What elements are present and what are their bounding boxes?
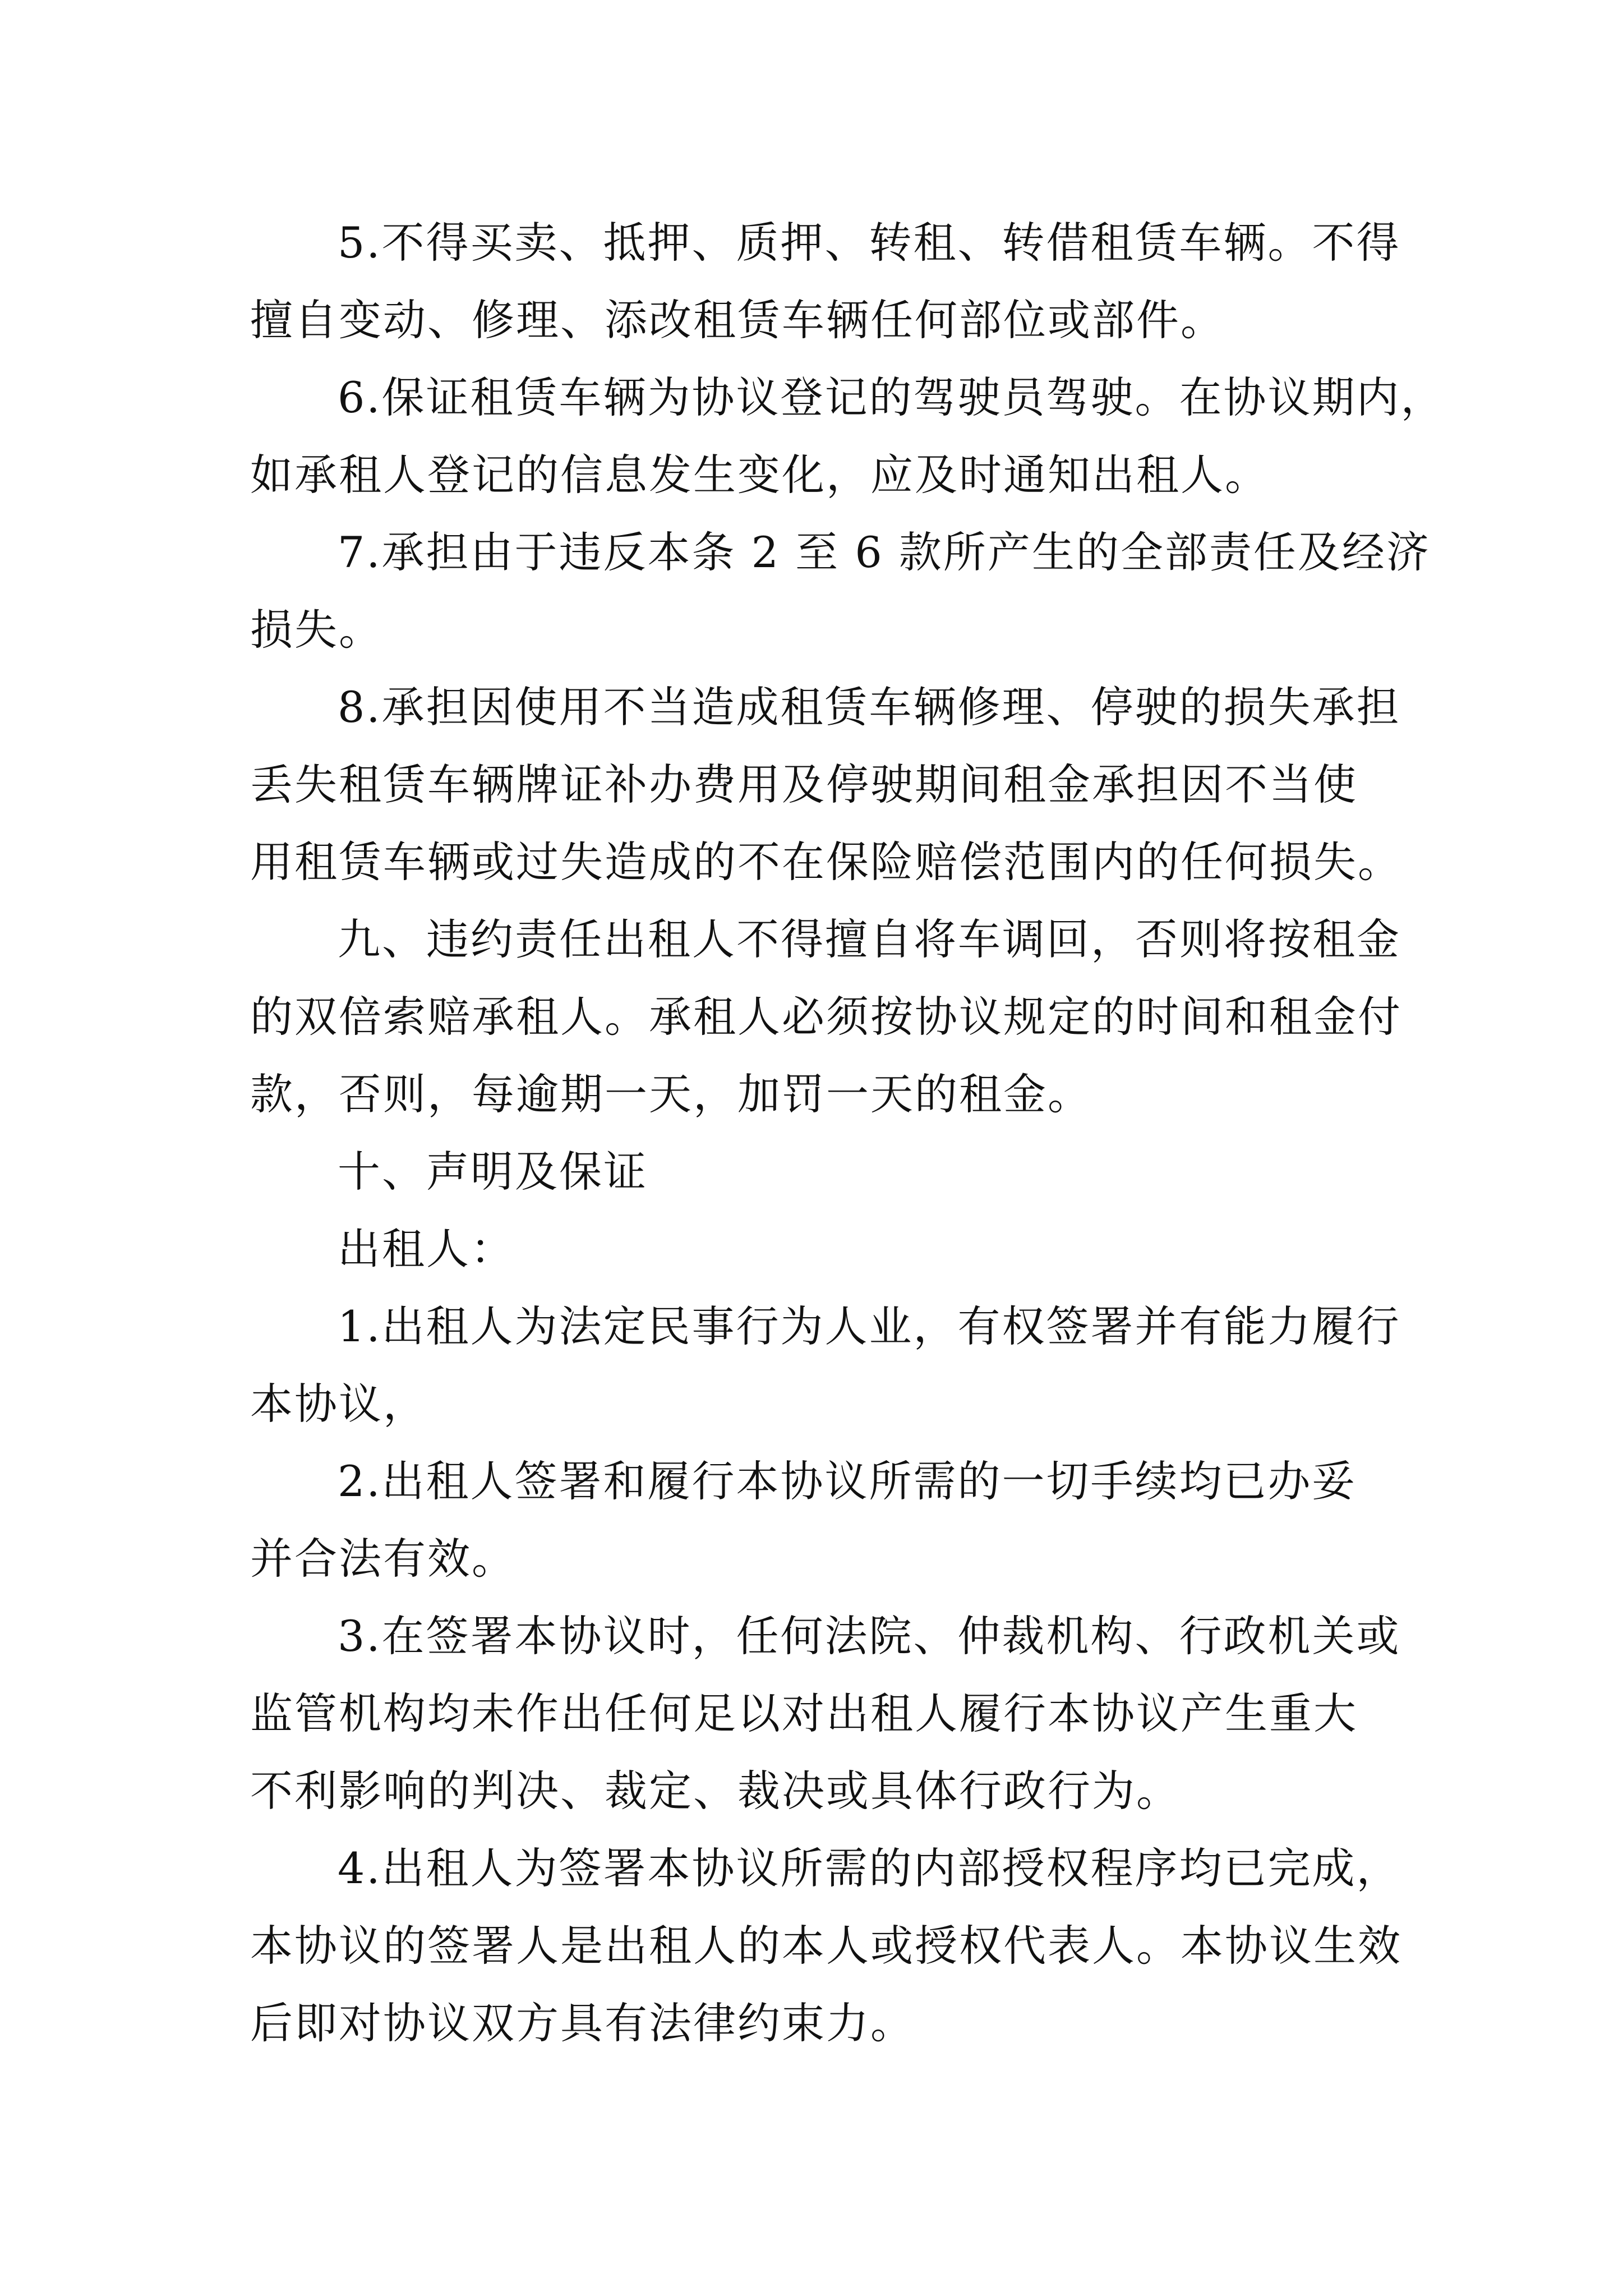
- text-line: 后即对协议双方具有法律约束力。: [250, 1998, 915, 2048]
- paragraph-warranty-3: [250, 1598, 1439, 1830]
- text-line: 并合法有效。: [250, 1534, 516, 1584]
- paragraph-clause-6: [250, 359, 1445, 514]
- text-line: 4.出租人为签署本协议所需的内部授权程序均已完成，: [338, 1843, 1401, 1893]
- text-line: 本协议，: [250, 1379, 427, 1429]
- text-line: 损失。: [250, 605, 383, 655]
- party-label-text: 出租人：: [338, 1224, 515, 1274]
- party-label: [250, 1211, 1439, 1288]
- text-line: 款，否则，每逾期一天，加罚一天的租金。: [250, 1069, 1092, 1119]
- text-line: 2.出租人签署和履行本协议所需的一切手续均已办妥: [338, 1456, 1357, 1506]
- text-line: 丢失租赁车辆牌证补办费用及停驶期间租金承担因不当使: [250, 760, 1358, 809]
- section-heading-10: [250, 1133, 1439, 1211]
- text-line: 6.保证租赁车辆为协议登记的驾驶员驾驶。在协议期内，: [338, 372, 1445, 422]
- paragraph-clause-8: [250, 669, 1439, 901]
- paragraph-clause-7: [250, 514, 1439, 669]
- text-line: 本协议的签署人是出租人的本人或授权代表人。本协议生效: [250, 1921, 1402, 1971]
- text-line: 监管机构均未作出任何足以对出租人履行本协议产生重大: [250, 1688, 1358, 1738]
- text-line: 的双倍索赔承租人。承租人必须按协议规定的时间和租金付: [250, 992, 1402, 1042]
- text-line: 用租赁车辆或过失造成的不在保险赔偿范围内的任何损失。: [250, 837, 1402, 887]
- section-heading: 十、声明及保证: [338, 1147, 648, 1197]
- text-line: 3.在签署本协议时，任何法院、仲裁机构、行政机关或: [338, 1611, 1401, 1661]
- text-line: 8.承担因使用不当造成租赁车辆修理、停驶的损失承担: [338, 682, 1401, 732]
- paragraph-warranty-2: [250, 1443, 1439, 1598]
- text-line: 擅自变动、修理、添改租赁车辆任何部位或部件。: [250, 295, 1225, 345]
- text-line: 如承租人登记的信息发生变化，应及时通知出租人。: [250, 450, 1269, 500]
- text-line: 7.承担由于违反本条 2 至 6 款所产生的全部责任及经济: [338, 527, 1431, 577]
- paragraph-section-9-breach: [250, 901, 1439, 1133]
- text-line: 不利影响的判决、裁定、裁决或具体行政行为。: [250, 1766, 1181, 1816]
- text-line: 九、违约责任出租人不得擅自将车调回，否则将按租金: [338, 914, 1401, 964]
- paragraph-clause-5: [250, 204, 1439, 359]
- document-body: [250, 204, 1445, 2062]
- text-line: 1.出租人为法定民事行为人业，有权签署并有能力履行: [338, 1301, 1401, 1351]
- text-line: 5.不得买卖、抵押、质押、转租、转借租赁车辆。不得: [338, 218, 1401, 268]
- paragraph-warranty-1: [250, 1288, 1439, 1443]
- paragraph-warranty-4: [250, 1830, 1439, 2062]
